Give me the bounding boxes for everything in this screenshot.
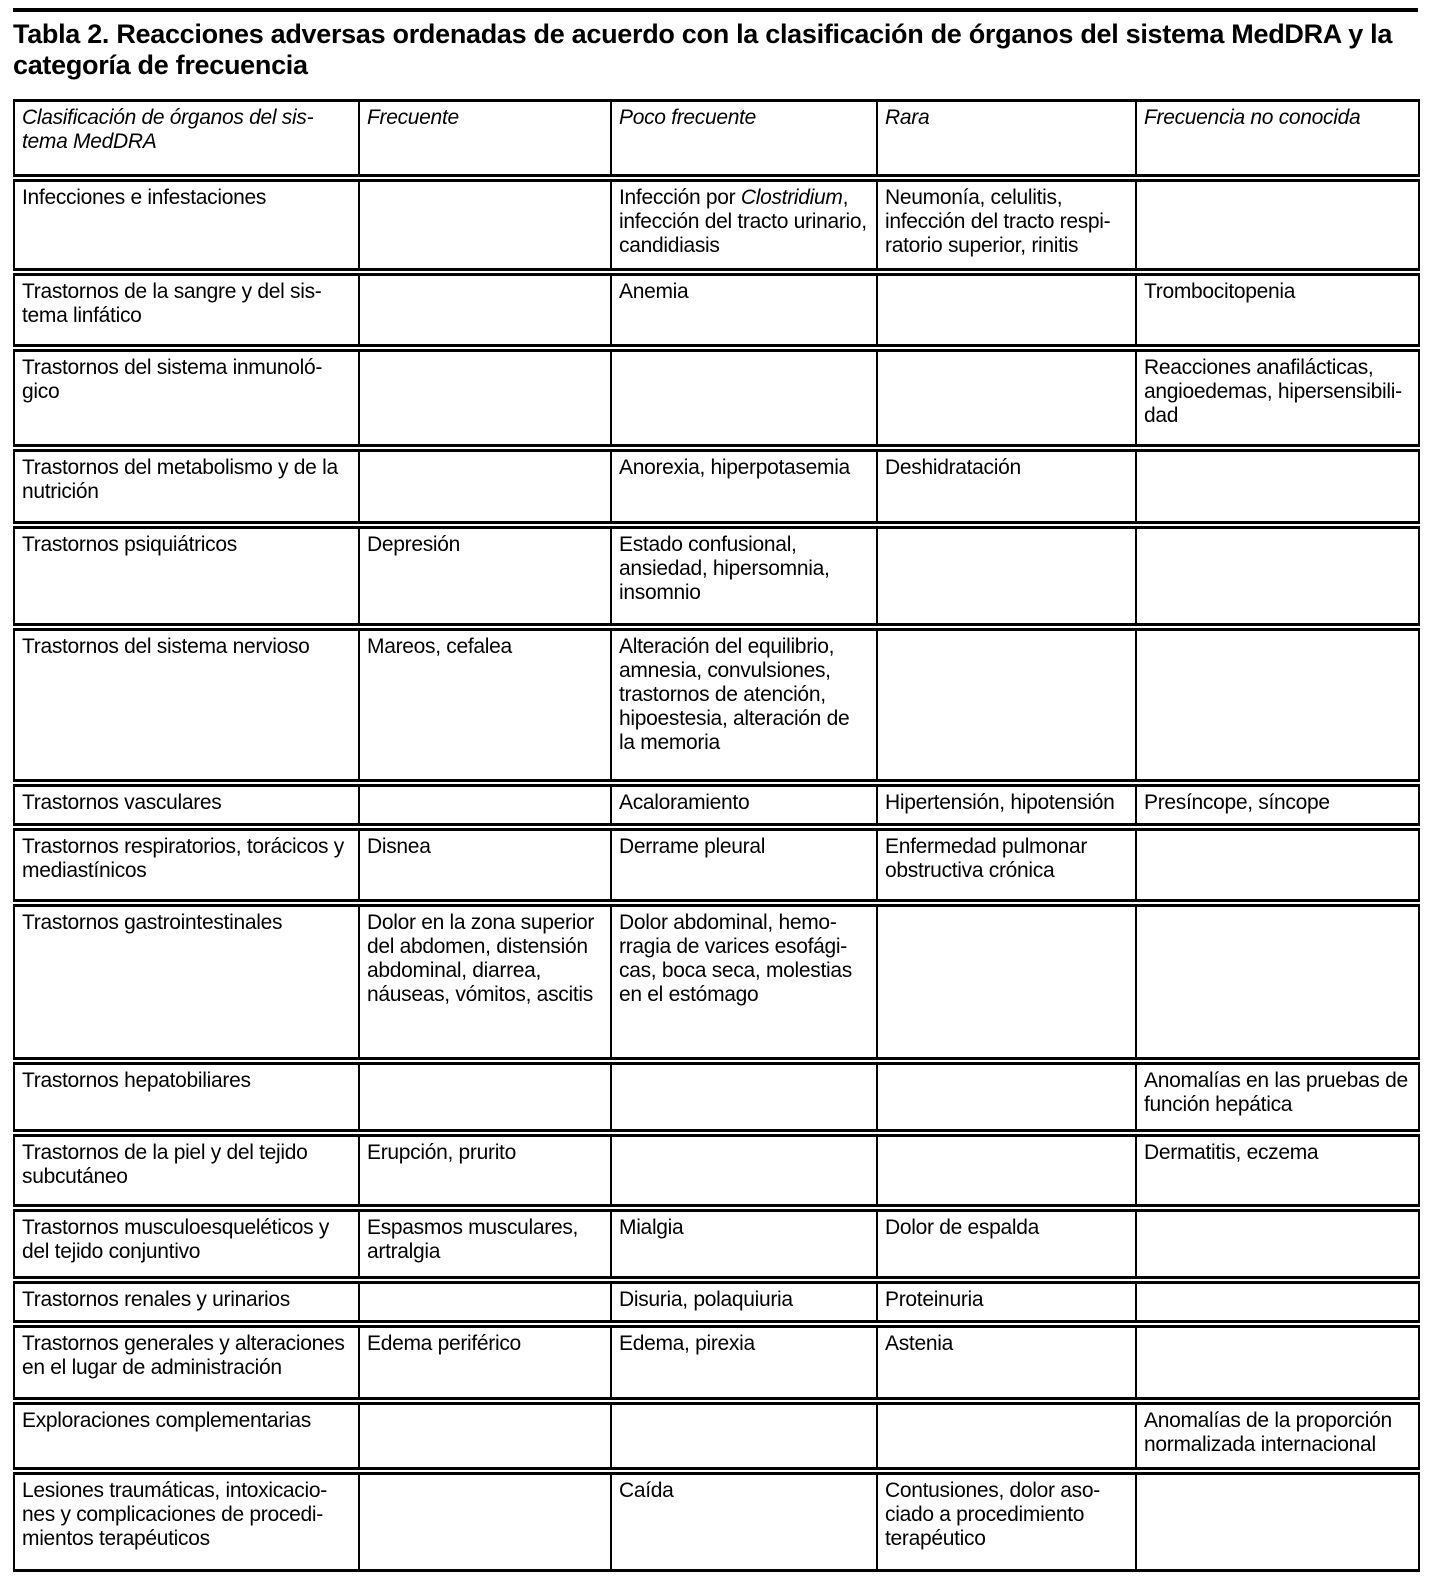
- reaction-cell: [1136, 627, 1419, 783]
- reaction-cell: Dolor en la zona superior del abdomen, distensión abdominal, diarrea, náuseas, vómitos, ascitis: [359, 903, 611, 1061]
- reaction-cell: Hipertensión, hipotensión: [877, 783, 1136, 827]
- text-segment: , infección del tracto urinario, candidiasis: [619, 185, 867, 257]
- reaction-cell: Anomalías en las pruebas de función hepática: [1136, 1061, 1419, 1133]
- reaction-cell: [1136, 1280, 1419, 1324]
- reaction-cell: [359, 1280, 611, 1324]
- table-row: [14, 1324, 1419, 1401]
- reaction-cell: Depresión: [359, 525, 611, 627]
- reaction-cell: [877, 903, 1136, 1061]
- reaction-cell: Anemia: [611, 272, 877, 348]
- reaction-cell: [877, 1401, 1136, 1471]
- header-row: [14, 101, 1419, 178]
- reaction-cell: Contusiones, dolor asociado a procedimiento terapéutico: [877, 1471, 1136, 1571]
- reaction-cell: [1136, 178, 1419, 272]
- soc-cell: Trastornos gastrointestinales: [14, 903, 359, 1061]
- reaction-cell: Dolor abdominal, hemorragia de varices esofágicas, boca seca, molestias en el estómago: [611, 903, 877, 1061]
- reaction-cell: Proteinuria: [877, 1280, 1136, 1324]
- reaction-cell: [359, 1061, 611, 1133]
- reaction-cell: Presíncope, síncope: [1136, 783, 1419, 827]
- soc-cell: Trastornos generales y alteraciones en el lugar de administración: [14, 1324, 359, 1401]
- reaction-cell: [877, 272, 1136, 348]
- reaction-cell: [877, 348, 1136, 448]
- soc-cell: Trastornos del metabolismo y de la nutrición: [14, 448, 359, 525]
- table-title: Tabla 2. Reacciones adversas ordenadas de acuerdo con la clasificación de órganos del sistema MedDRA y la categoría de frecuencia: [13, 19, 1393, 80]
- reaction-cell: [611, 1401, 877, 1471]
- text-segment: Infección por: [619, 185, 741, 209]
- reaction-cell: Anomalías de la proporción normalizada internacional: [1136, 1401, 1419, 1471]
- table-row: [14, 1401, 1419, 1471]
- reaction-cell: Trombocitopenia: [1136, 272, 1419, 348]
- reaction-cell: [1136, 903, 1419, 1061]
- table-row: [14, 783, 1419, 827]
- reaction-cell: [1136, 525, 1419, 627]
- reaction-cell: [1136, 448, 1419, 525]
- italic-term: Clostridium: [740, 185, 843, 209]
- reaction-cell: [359, 178, 611, 272]
- reaction-cell: Mareos, cefalea: [359, 627, 611, 783]
- reaction-cell: Acaloramiento: [611, 783, 877, 827]
- reaction-cell: [877, 627, 1136, 783]
- table-row: [14, 178, 1419, 272]
- soc-cell: Trastornos renales y urinarios: [14, 1280, 359, 1324]
- reaction-cell: Alteración del equilibrio, amnesia, convulsiones, trastornos de atención, hipoestesia, alteración de la memoria: [611, 627, 877, 783]
- soc-cell: Trastornos musculoesqueléticos y del tejido conjuntivo: [14, 1208, 359, 1280]
- soc-cell: Trastornos de la piel y del tejido subcutáneo: [14, 1133, 359, 1208]
- reaction-cell: Disuria, polaquiuria: [611, 1280, 877, 1324]
- soc-cell: Trastornos hepatobiliares: [14, 1061, 359, 1133]
- table-row: [14, 903, 1419, 1061]
- reaction-cell: [611, 178, 877, 272]
- reaction-cell: Erupción, prurito: [359, 1133, 611, 1208]
- column-header: Frecuencia no conocida: [1136, 101, 1419, 178]
- soc-cell: Exploraciones complementarias: [14, 1401, 359, 1471]
- reaction-cell: Mialgia: [611, 1208, 877, 1280]
- reaction-cell: Estado confusional, ansiedad, hipersomnia, insomnio: [611, 525, 877, 627]
- reaction-cell: [611, 348, 877, 448]
- reaction-cell: Neumonía, celulitis, infección del tracto respiratorio superior, rinitis: [877, 178, 1136, 272]
- column-header: Poco frecuente: [611, 101, 877, 178]
- reaction-cell: [1136, 1208, 1419, 1280]
- table-body: [14, 178, 1419, 1571]
- reaction-cell: Disnea: [359, 827, 611, 903]
- table-row: [14, 1471, 1419, 1571]
- reaction-cell: Derrame pleural: [611, 827, 877, 903]
- soc-cell: Infecciones e infestaciones: [14, 178, 359, 272]
- table-row: [14, 1208, 1419, 1280]
- top-rule: [13, 8, 1418, 12]
- reaction-cell: [359, 1471, 611, 1571]
- reaction-cell: [359, 783, 611, 827]
- column-header: Frecuente: [359, 101, 611, 178]
- reaction-cell: Anorexia, hiperpotasemia: [611, 448, 877, 525]
- soc-cell: Trastornos del sistema inmunológico: [14, 348, 359, 448]
- reaction-cell: Enfermedad pulmonar obstructiva crónica: [877, 827, 1136, 903]
- table-row: [14, 348, 1419, 448]
- adverse-reactions-table: [13, 99, 1420, 1572]
- reaction-cell: Dolor de espalda: [877, 1208, 1136, 1280]
- table-row: [14, 1280, 1419, 1324]
- table-row: [14, 525, 1419, 627]
- reaction-cell: [877, 1061, 1136, 1133]
- reaction-cell: Dermatitis, eczema: [1136, 1133, 1419, 1208]
- column-header: Clasificación de órganos del sistema MedDRA: [14, 101, 359, 178]
- soc-cell: Lesiones traumáticas, intoxicaciones y complicaciones de procedimientos terapéuticos: [14, 1471, 359, 1571]
- reaction-cell: [611, 1133, 877, 1208]
- reaction-cell: Astenia: [877, 1324, 1136, 1401]
- reaction-cell: [1136, 1471, 1419, 1571]
- soc-cell: Trastornos de la sangre y del sistema linfático: [14, 272, 359, 348]
- reaction-cell: Edema periférico: [359, 1324, 611, 1401]
- table-row: [14, 827, 1419, 903]
- reaction-cell: [359, 1401, 611, 1471]
- reaction-cell: Espasmos musculares, artralgia: [359, 1208, 611, 1280]
- reaction-cell: [611, 1061, 877, 1133]
- reaction-cell: [359, 448, 611, 525]
- reaction-cell: Deshidratación: [877, 448, 1136, 525]
- table-row: [14, 1061, 1419, 1133]
- reaction-cell: Caída: [611, 1471, 877, 1571]
- soc-cell: Trastornos del sistema nervioso: [14, 627, 359, 783]
- reaction-cell: [1136, 1324, 1419, 1401]
- table-row: [14, 448, 1419, 525]
- soc-cell: Trastornos respiratorios, torácicos y mediastínicos: [14, 827, 359, 903]
- table-row: [14, 272, 1419, 348]
- reaction-cell: [877, 1133, 1136, 1208]
- reaction-cell: [359, 272, 611, 348]
- soc-cell: Trastornos vasculares: [14, 783, 359, 827]
- table-row: [14, 1133, 1419, 1208]
- column-header: Rara: [877, 101, 1136, 178]
- table-row: [14, 627, 1419, 783]
- reaction-cell: [1136, 827, 1419, 903]
- reaction-cell: Reacciones anafilácticas, angioedemas, hipersensibilidad: [1136, 348, 1419, 448]
- reaction-cell: [877, 525, 1136, 627]
- reaction-cell: Edema, pirexia: [611, 1324, 877, 1401]
- soc-cell: Trastornos psiquiátricos: [14, 525, 359, 627]
- reaction-cell: [359, 348, 611, 448]
